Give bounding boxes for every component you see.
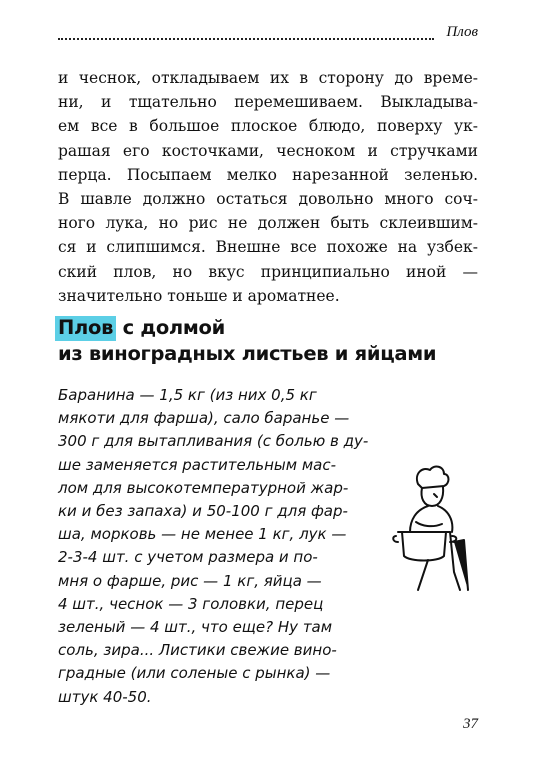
body-line: В шавле должно остаться довольно много соч- — [58, 190, 478, 209]
recipe-title — [58, 315, 488, 367]
ingredient-line: штук 40-50. — [58, 687, 152, 706]
page-number: 37 — [463, 716, 478, 732]
ingredient-line: ше заменяется растительным мас- — [58, 455, 337, 474]
cook-with-pot-icon — [388, 462, 478, 592]
body-line: ем все в большое плоское блюдо, поверху ук- — [58, 117, 478, 136]
ingredient-line: мякоти для фарша), сало баранье — — [58, 409, 350, 428]
ingredient-line: 300 г для вытапливания (с болью в ду- — [58, 432, 369, 451]
ingredient-line: мня о фарше, рис — 1 кг, яйца — — [58, 571, 322, 590]
header-dot-leader — [58, 38, 434, 40]
ingredient-line: ки и без запаха) и 50-100 г для фар- — [58, 502, 348, 521]
body-line: значительно тоньше и ароматнее. — [58, 286, 340, 305]
body-paragraph — [58, 66, 478, 308]
body-line: и чеснок, откладываем их в сторону до време- — [58, 69, 478, 87]
ingredient-line: градные (или соленые с рынка) — — [58, 664, 331, 683]
recipe-title-line-1 — [58, 315, 488, 341]
body-line: ся и слипшимся. Внешне все похоже на узбек- — [58, 238, 478, 257]
ingredient-line: Баранина — 1,5 кг (из них 0,5 кг — [58, 386, 317, 404]
ingredient-line: соль, зира... Листики свежие вино- — [58, 641, 337, 660]
ingredient-line: 4 шт., чеснок — 3 головки, перец — [58, 594, 324, 613]
body-line: ного лука, но рис не должен быть склеившим- — [58, 214, 478, 233]
body-line: перца. Посыпаем мелко нарезанной зеленью. — [58, 165, 478, 184]
ingredient-line: ша, морковь — не менее 1 кг, лук — — [58, 525, 347, 544]
recipe-title-line-2: из виноградных листьев и яйцами — [58, 342, 437, 365]
ingredients-list — [58, 384, 388, 709]
ingredient-line: лом для высокотемпературной жар- — [58, 478, 349, 497]
chapter-title: Плов — [442, 24, 478, 41]
ingredient-line: 2-3-4 шт. с учетом размера и по- — [58, 548, 318, 567]
body-line: рашая его косточками, чесноком и стручками — [58, 141, 478, 160]
recipe-title-rest: с долмой — [116, 316, 226, 339]
body-line: ский плов, но вкус принципиально иной — — [58, 262, 478, 281]
body-line: ни, и тщательно перемешиваем. Выкладыва- — [58, 93, 478, 112]
recipe-title-highlight: Плов — [55, 316, 116, 341]
running-header — [58, 24, 478, 46]
ingredient-line: зеленый — 4 шт., что еще? Ну там — [58, 618, 333, 637]
